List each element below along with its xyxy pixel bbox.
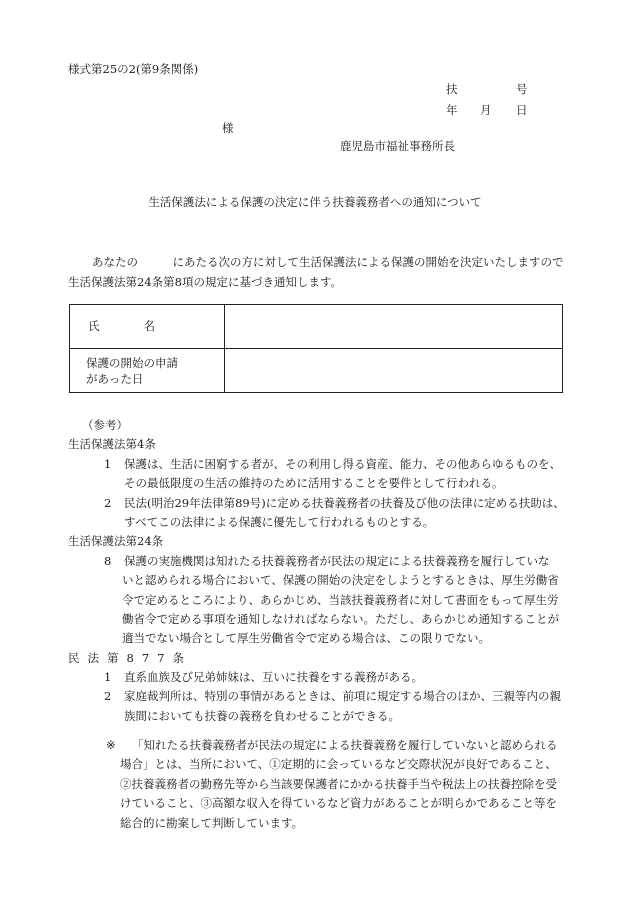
name-row — [70, 305, 563, 349]
application-date-label-1: 保護の開始の申請 — [86, 355, 178, 370]
date-year: 年 — [446, 103, 458, 117]
reference-number-block — [446, 83, 528, 125]
item-text: 直系血族及び兄弟姉妹は、互いに扶養をする義務がある。 — [124, 670, 423, 685]
article-4-item-2-cont: すべてこの法律による保護に優先して行われるものとする。 — [124, 514, 435, 529]
article-4-item-1-cont: その最低限度の生活の維持のために活用することを要件として行われる。 — [124, 476, 504, 491]
item-text: 家庭裁判所は、特別の事情があるときは、前項に規定する場合のほか、三親等内の親 — [124, 689, 561, 704]
civil-code-item-2 — [68, 687, 568, 706]
item-number: 2 — [104, 689, 112, 704]
civil-code-item-1 — [68, 668, 568, 687]
ref-char-go: 号 — [516, 82, 528, 96]
date-line — [446, 104, 528, 125]
article-24-item-8-cont-2: 令で定めるところにより、あらかじめ、当該扶養義務者に対して書面をもって厚生労 — [122, 592, 559, 607]
intro-line-1: あなたの にあたる次の方に対して生活保護法による保護の開始を決定いたしますので — [92, 255, 564, 269]
article-24-title: 生活保護法第24条 — [68, 534, 164, 549]
item-text: 保護の実施機関は知れたる扶養義務者が民法の規定による扶養義務を履行していな — [124, 553, 550, 568]
application-date-label-cell — [70, 349, 225, 393]
addressee-suffix: 様 — [222, 121, 234, 135]
date-day: 日 — [516, 103, 528, 117]
note-line-4: けていること、③高額な収入を得ているなど資力があることが明らかであること等を — [120, 796, 557, 811]
item-number: 2 — [104, 495, 112, 510]
reference-heading: （参考） — [82, 418, 128, 432]
intro-line-2: 生活保護法第24条第8項の規定に基づき通知します。 — [68, 275, 343, 289]
item-text: 保護は、生活に困窮する者が、その利用し得る資産、能力、その他あらゆるものを、 — [124, 456, 561, 471]
reference-number-line — [446, 83, 528, 104]
name-label-cell — [70, 305, 225, 349]
article-24-item-8 — [68, 552, 568, 571]
item-number: 1 — [104, 456, 112, 471]
name-value-cell[interactable] — [225, 305, 563, 349]
note-line-5: 総合的に勘案して判断しています。 — [120, 815, 304, 830]
item-number: 8 — [104, 553, 112, 568]
reference-section — [68, 416, 568, 726]
article-24-item-8-cont-4: 適当でない場合として厚生労働省令で定める場合は、この限りでない。 — [122, 631, 490, 646]
article-4-title: 生活保護法第4条 — [68, 437, 156, 452]
civil-code-item-2-cont: 族間においても扶養の義務を負わせることができる。 — [124, 708, 400, 723]
note-section — [106, 736, 566, 833]
note-text-1: 「知れたる扶養義務者が民法の規定による扶養義務を履行していないと認められる — [132, 738, 558, 752]
form-number: 様式第25の2(第9条関係) — [68, 62, 199, 76]
note-line-1 — [106, 736, 566, 755]
application-date-label-2: があった日 — [86, 371, 144, 386]
article-4-item-1 — [68, 455, 568, 474]
date-month: 月 — [480, 103, 492, 117]
civil-code-title: 民法第877条 — [68, 650, 192, 665]
info-table — [69, 304, 563, 393]
name-label-char-1: 氏 — [88, 318, 100, 333]
note-mark: ※ — [106, 738, 116, 752]
application-date-value-cell[interactable] — [225, 349, 563, 393]
document-title: 生活保護法による保護の決定に伴う扶養義務者への通知について — [148, 195, 482, 209]
ref-char-fu: 扶 — [446, 82, 458, 96]
intro-paragraph — [68, 252, 568, 292]
note-line-2: 場合」とは、当所において、①定期的に会っているなど交際状況が良好であること、 — [120, 757, 557, 772]
article-4-item-2 — [68, 494, 568, 513]
name-label-char-2: 名 — [143, 318, 155, 333]
article-24-item-8-cont-1: いと認められる場合において、保護の開始の決定をしようとするときは、厚生労働省 — [122, 573, 559, 588]
article-24-item-8-cont-3: 働省令で定める事項を通知しなければならない。ただし、あらかじめ通知することが — [122, 611, 559, 626]
item-text: 民法(明治29年法律第89号)に定める扶養義務者の扶養及び他の法律に定める扶助は、 — [124, 495, 565, 510]
note-line-3: ②扶養義務者の勤務先等から当該要保護者にかかる扶養手当や税法上の扶養控除を受 — [120, 776, 557, 791]
application-date-row — [70, 349, 563, 393]
sender-name: 鹿児島市福祉事務所長 — [340, 139, 455, 153]
item-number: 1 — [104, 670, 112, 685]
